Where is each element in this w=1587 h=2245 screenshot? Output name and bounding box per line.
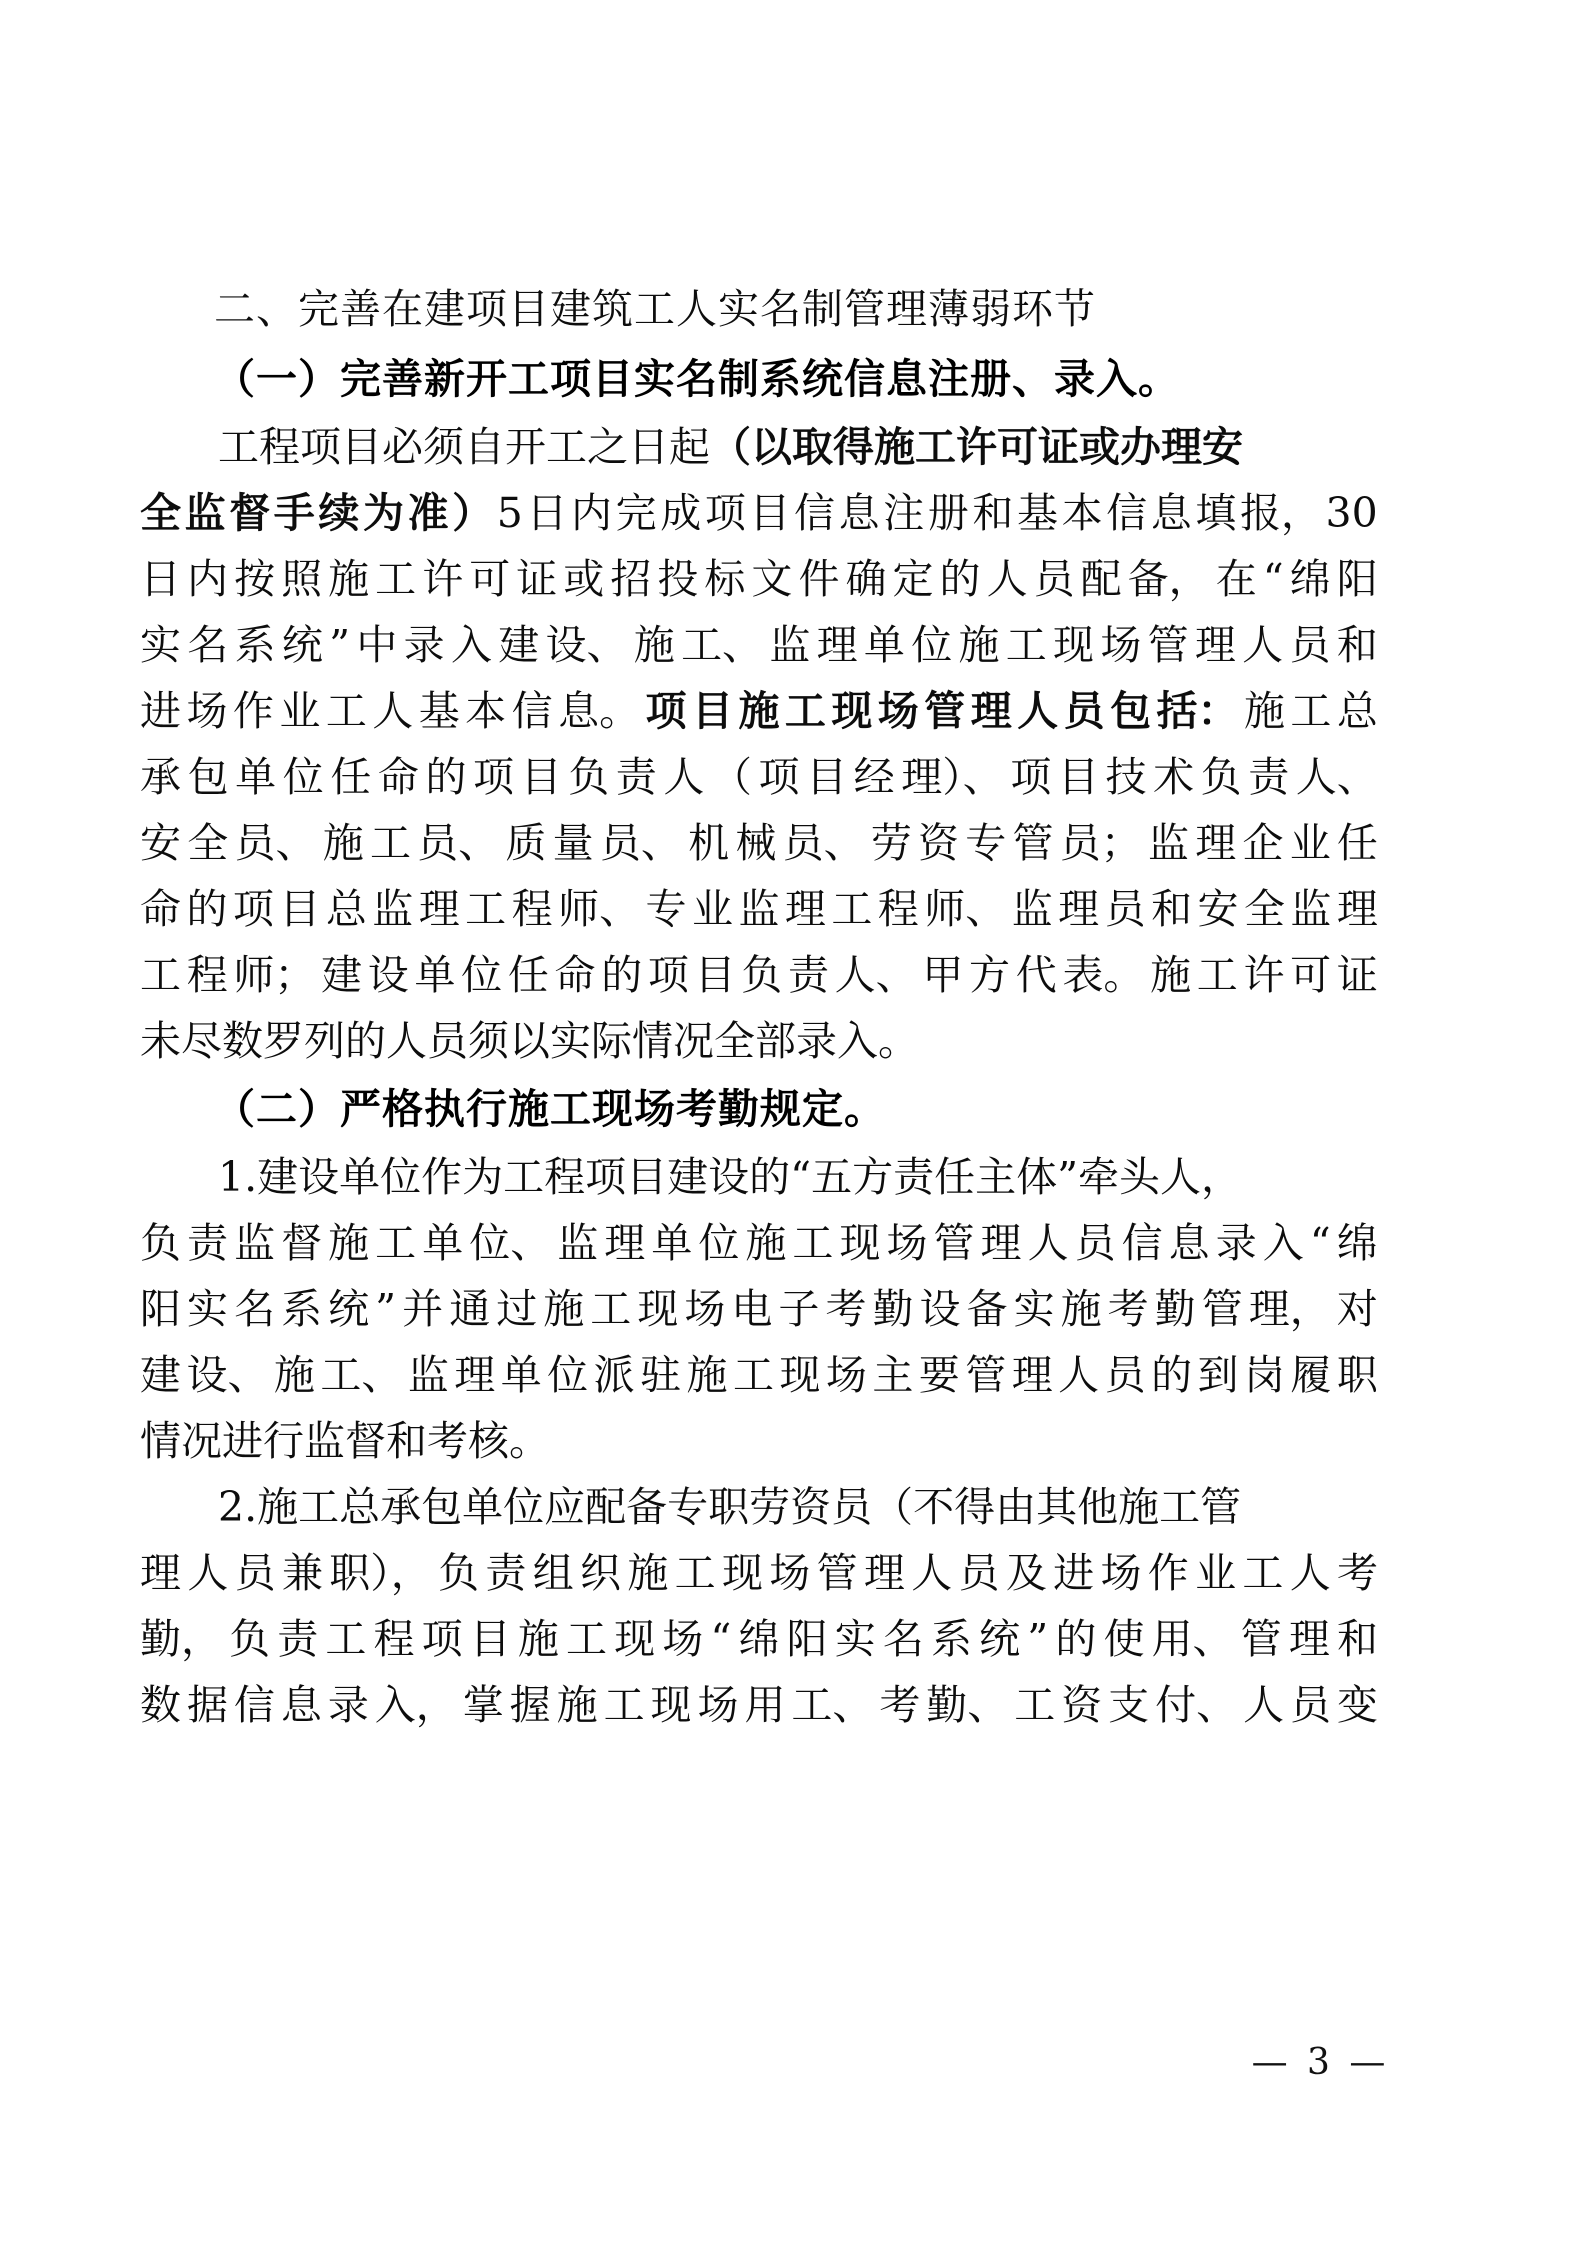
paragraph-line-last: 数 据 信 息 录 入， 掌 握 施 工 现 场 用 工、 考 勤、 工 资 支 付、 人 员 变	[140, 1681, 1378, 1729]
paragraph-line: 全 监 督 手 续 为 准 ） 5 日 内 完 成 项 目 信 息 注 册 和 基 本 信 息 填 报， 30	[140, 489, 1378, 537]
section-heading-2: 二、完善在建项目建筑工人实名制管理薄弱环节	[214, 285, 1096, 333]
paragraph-line: 工 程 师； 建 设 单 位 任 命 的 项 目 负 责 人、 甲 方 代 表。 施 工 许 可 证	[140, 951, 1378, 999]
paragraph-line: 命 的 项 目 总 监 理 工 程 师、 专 业 监 理 工 程 师、 监 理 员 和 安 全 监 理	[140, 885, 1378, 933]
paragraph-line: 安 全 员、 施 工 员、 质 量 员、 机 械 员、 劳 资 专 管 员； 监 理 企 业 任	[140, 819, 1378, 867]
paragraph-line-last: 未尽数罗列的人员须以实际情况全部录入。	[140, 1017, 919, 1065]
paragraph-line: 建 设、 施 工、 监 理 单 位 派 驻 施 工 现 场 主 要 管 理 人 员 的 到 岗 履 职	[140, 1351, 1378, 1399]
paragraph-line: 承 包 单 位 任 命 的 项 目 负 责 人 （ 项 目 经 理）、 项 目 技 术 负 责 人、	[140, 753, 1378, 801]
paragraph-1	[140, 414, 1378, 1074]
paragraph-2	[140, 1144, 1378, 1474]
document-body	[140, 276, 1378, 1738]
subsection-heading-1: （一）完善新开工项目实名制系统信息注册、录入。	[214, 355, 1180, 403]
subsection-heading-2: （二）严格执行施工现场考勤规定。	[214, 1085, 886, 1133]
paragraph-3	[140, 1474, 1378, 1738]
page-number: — 3 —	[1251, 2042, 1390, 2083]
page-number-footer	[0, 2042, 1587, 2083]
paragraph-line: 实 名 系 统 ” 中 录 入 建 设、 施 工、 监 理 单 位 施 工 现 场 管 理 人 员 和	[140, 621, 1378, 669]
paragraph-line-last: 情况进行监督和考核。	[140, 1417, 550, 1465]
paragraph-line: 勤， 负 责 工 程 项 目 施 工 现 场 “ 绵 阳 实 名 系 统 ” 的 使 用、 管 理 和	[140, 1615, 1378, 1663]
paragraph-line: 1.建设单位作为工程项目建设的“五方责任主体”牵头人，	[218, 1153, 1243, 1201]
paragraph-line: 理 人 员 兼 职）， 负 责 组 织 施 工 现 场 管 理 人 员 及 进 场 作 业 工 人 考	[140, 1549, 1378, 1597]
paragraph-line: 阳 实 名 系 统 ” 并 通 过 施 工 现 场 电 子 考 勤 设 备 实 施 考 勤 管 理， 对	[140, 1285, 1378, 1333]
paragraph-line: 工程项目必须自开工之日起（以取得施工许可证或办理安	[218, 423, 1243, 471]
paragraph-line: 进 场 作 业 工 人 基 本 信 息。 项 目 施 工 现 场 管 理 人 员 包 括： 施 工 总	[140, 687, 1378, 735]
paragraph-line: 负 责 监 督 施 工 单 位、 监 理 单 位 施 工 现 场 管 理 人 员 信 息 录 入 “ 绵	[140, 1219, 1378, 1267]
paragraph-line: 日 内 按 照 施 工 许 可 证 或 招 投 标 文 件 确 定 的 人 员 配 备， 在 “ 绵 阳	[140, 555, 1378, 603]
paragraph-line: 2.施工总承包单位应配备专职劳资员（不得由其他施工管	[218, 1483, 1242, 1531]
